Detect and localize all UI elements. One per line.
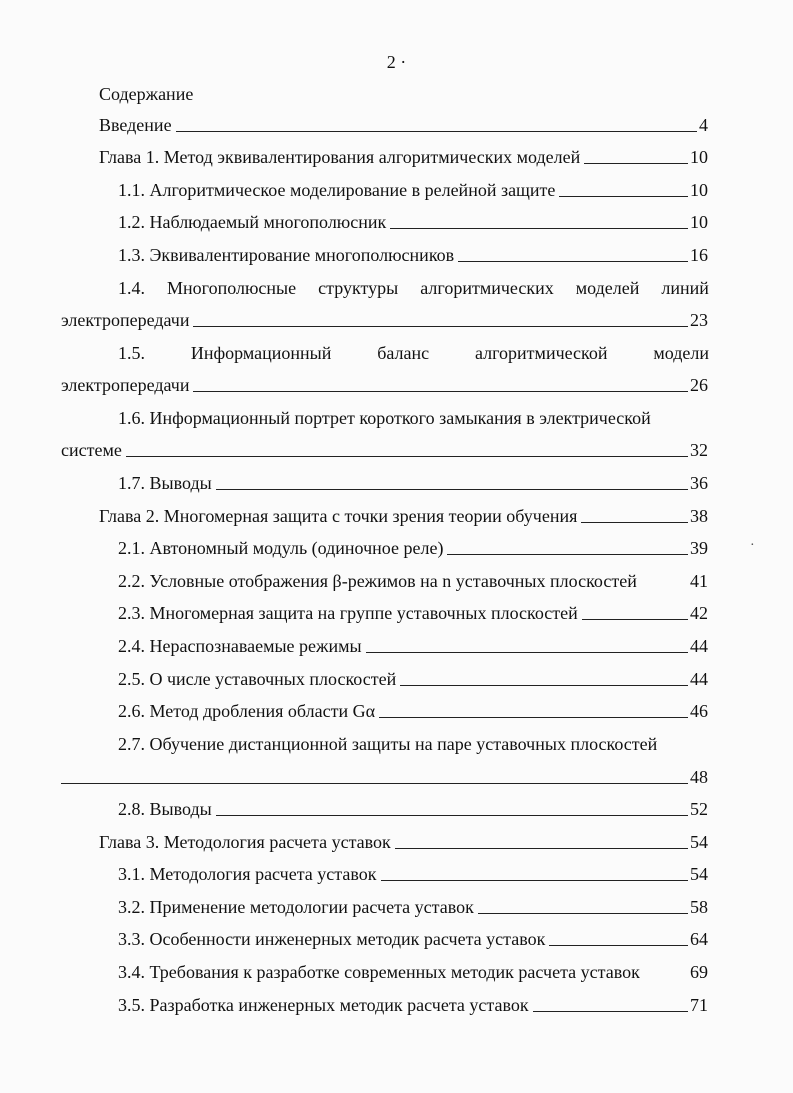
leader-line: [533, 1011, 688, 1012]
entry-word: алгоритмической: [474, 343, 608, 363]
entry-label: Глава 3. Методология расчета уставок: [99, 832, 391, 852]
toc-entry-1-6-line1: [118, 407, 709, 429]
toc-title: Содержание: [99, 84, 194, 104]
toc-entry-2-4: [118, 635, 708, 657]
entry-label: 2.2. Условные отображения β-режимов на n уставочных плоскостей: [118, 571, 637, 591]
entry-label: 1.2. Наблюдаемый многополюсник: [118, 212, 387, 232]
entry-label: 1.7. Выводы: [118, 473, 212, 493]
toc-entry-3-1: [118, 863, 708, 885]
toc-entry-1-4-line2: [61, 309, 708, 331]
entry-label: электропередачи: [61, 310, 190, 330]
scan-speck: ·: [750, 538, 755, 553]
entry-label: 2.4. Нераспознаваемые режимы: [118, 636, 362, 656]
entry-page: 42: [690, 603, 708, 623]
toc-entry-2-6: [118, 700, 708, 722]
entry-label: 1.1. Алгоритмическое моделирование в релейной защите: [118, 180, 556, 200]
entry-page: 38: [690, 506, 708, 526]
entry-label: 3.1. Методология расчета уставок: [118, 864, 377, 884]
leader-line: [390, 228, 688, 229]
entry-label: 3.2. Применение методологии расчета уставок: [118, 897, 474, 917]
leader-line: [216, 489, 688, 490]
entry-word: 1.4.: [118, 278, 145, 298]
entry-label: 3.3. Особенности инженерных методик расчета уставок: [118, 929, 546, 949]
toc-entry-2-5: [118, 668, 708, 690]
toc-entry-3-4: [118, 961, 708, 983]
leader-line: [126, 456, 688, 457]
leader-line: [447, 554, 688, 555]
entry-page: 10: [690, 212, 708, 232]
entry-label: системе: [61, 440, 122, 460]
leader-line: [478, 913, 688, 914]
entry-word: 1.5.: [118, 343, 145, 363]
entry-label: 2.1. Автономный модуль (одиночное реле): [118, 538, 444, 558]
entry-word: Информационный: [190, 343, 332, 363]
entry-page: 26: [690, 375, 708, 395]
entry-word: моделей: [575, 278, 640, 298]
entry-page: 64: [690, 929, 708, 949]
entry-word: структуры: [318, 278, 399, 298]
entry-page: 23: [690, 310, 708, 330]
entry-word: алгоритмических: [420, 278, 554, 298]
toc-entry-1-5-line2: [61, 374, 708, 396]
leader-line: [559, 196, 688, 197]
entry-word: линий: [661, 278, 709, 298]
toc-entry-1-1: [118, 179, 708, 201]
entry-page: 71: [690, 995, 708, 1015]
entry-page: 52: [690, 799, 708, 819]
entry-page: 54: [690, 864, 708, 884]
toc-entry-2-2: [118, 570, 708, 592]
toc-entry-1-6-line2: [61, 439, 708, 461]
entry-label: 3.5. Разработка инженерных методик расчета уставок: [118, 995, 529, 1015]
leader-line: [61, 783, 688, 784]
toc-entry-introduction: [99, 114, 708, 136]
entry-word: баланс: [377, 343, 430, 363]
entry-page: 36: [690, 473, 708, 493]
entry-label: 1.6. Информационный портрет короткого замыкания в электрической: [118, 408, 651, 428]
entry-page: 54: [690, 832, 708, 852]
toc-entry-1-2: [118, 211, 708, 233]
entry-word: модели: [653, 343, 709, 363]
entry-page: 10: [690, 180, 708, 200]
entry-page: 48: [690, 767, 708, 787]
leader-line: [395, 848, 688, 849]
entry-page: 41: [690, 571, 708, 591]
toc-entry-3-3: [118, 928, 708, 950]
page-number: 2 ·: [386, 52, 407, 72]
toc-entry-chapter-2: [99, 505, 708, 527]
toc-entry-3-2: [118, 896, 708, 918]
leader-line: [176, 131, 697, 132]
leader-line: [379, 717, 688, 718]
leader-line: [193, 326, 688, 327]
entry-label: Глава 1. Метод эквивалентирования алгоритмических моделей: [99, 147, 581, 167]
toc-entry-2-7-line1: [118, 733, 709, 755]
toc-entry-2-8: [118, 798, 708, 820]
entry-label: Глава 2. Многомерная защита с точки зрения теории обучения: [99, 506, 578, 526]
entry-page: 44: [690, 636, 708, 656]
toc-entry-chapter-3: [99, 831, 708, 853]
entry-page: 39: [690, 538, 708, 558]
toc-entry-1-4-line1: [118, 277, 709, 299]
leader-line: [193, 391, 688, 392]
leader-line: [582, 619, 688, 620]
toc-entry-2-3: [118, 602, 708, 624]
entry-page: 69: [690, 962, 708, 982]
entry-word: Многополюсные: [167, 278, 297, 298]
entry-label: 2.8. Выводы: [118, 799, 212, 819]
leader-line: [400, 685, 688, 686]
entry-label: электропередачи: [61, 375, 190, 395]
leader-line: [584, 163, 688, 164]
toc-entry-3-5: [118, 994, 708, 1016]
entry-label: 1.3. Эквивалентирование многополюсников: [118, 245, 455, 265]
toc-entry-1-7: [118, 472, 708, 494]
entry-page: 32: [690, 440, 708, 460]
toc-entry-1-3: [118, 244, 708, 266]
toc-entry-1-5-line1: [118, 342, 709, 364]
leader-line: [216, 815, 688, 816]
leader-line: [381, 880, 689, 881]
leader-line: [581, 522, 688, 523]
entry-label: 2.5. О числе уставочных плоскостей: [118, 669, 397, 689]
entry-label: 3.4. Требования к разработке современных методик расчета уставок: [118, 962, 640, 982]
leader-line: [366, 652, 688, 653]
toc-entry-2-1: [118, 537, 708, 559]
entry-page: 16: [690, 245, 708, 265]
entry-label: 2.6. Метод дробления области Gα: [118, 701, 376, 721]
leader-line: [458, 261, 688, 262]
entry-page: 44: [690, 669, 708, 689]
toc-entry-chapter-1: [99, 146, 708, 168]
leader-line: [549, 945, 688, 946]
toc-entry-2-7-line2: [61, 766, 708, 788]
entry-label: Введение: [99, 115, 172, 135]
entry-label: 2.7. Обучение дистанционной защиты на паре уставочных плоскостей: [118, 734, 658, 754]
entry-page: 58: [690, 897, 708, 917]
entry-page: 46: [690, 701, 708, 721]
entry-page: 4: [699, 115, 708, 135]
entry-label: 2.3. Многомерная защита на группе уставочных плоскостей: [118, 603, 578, 623]
entry-page: 10: [690, 147, 708, 167]
